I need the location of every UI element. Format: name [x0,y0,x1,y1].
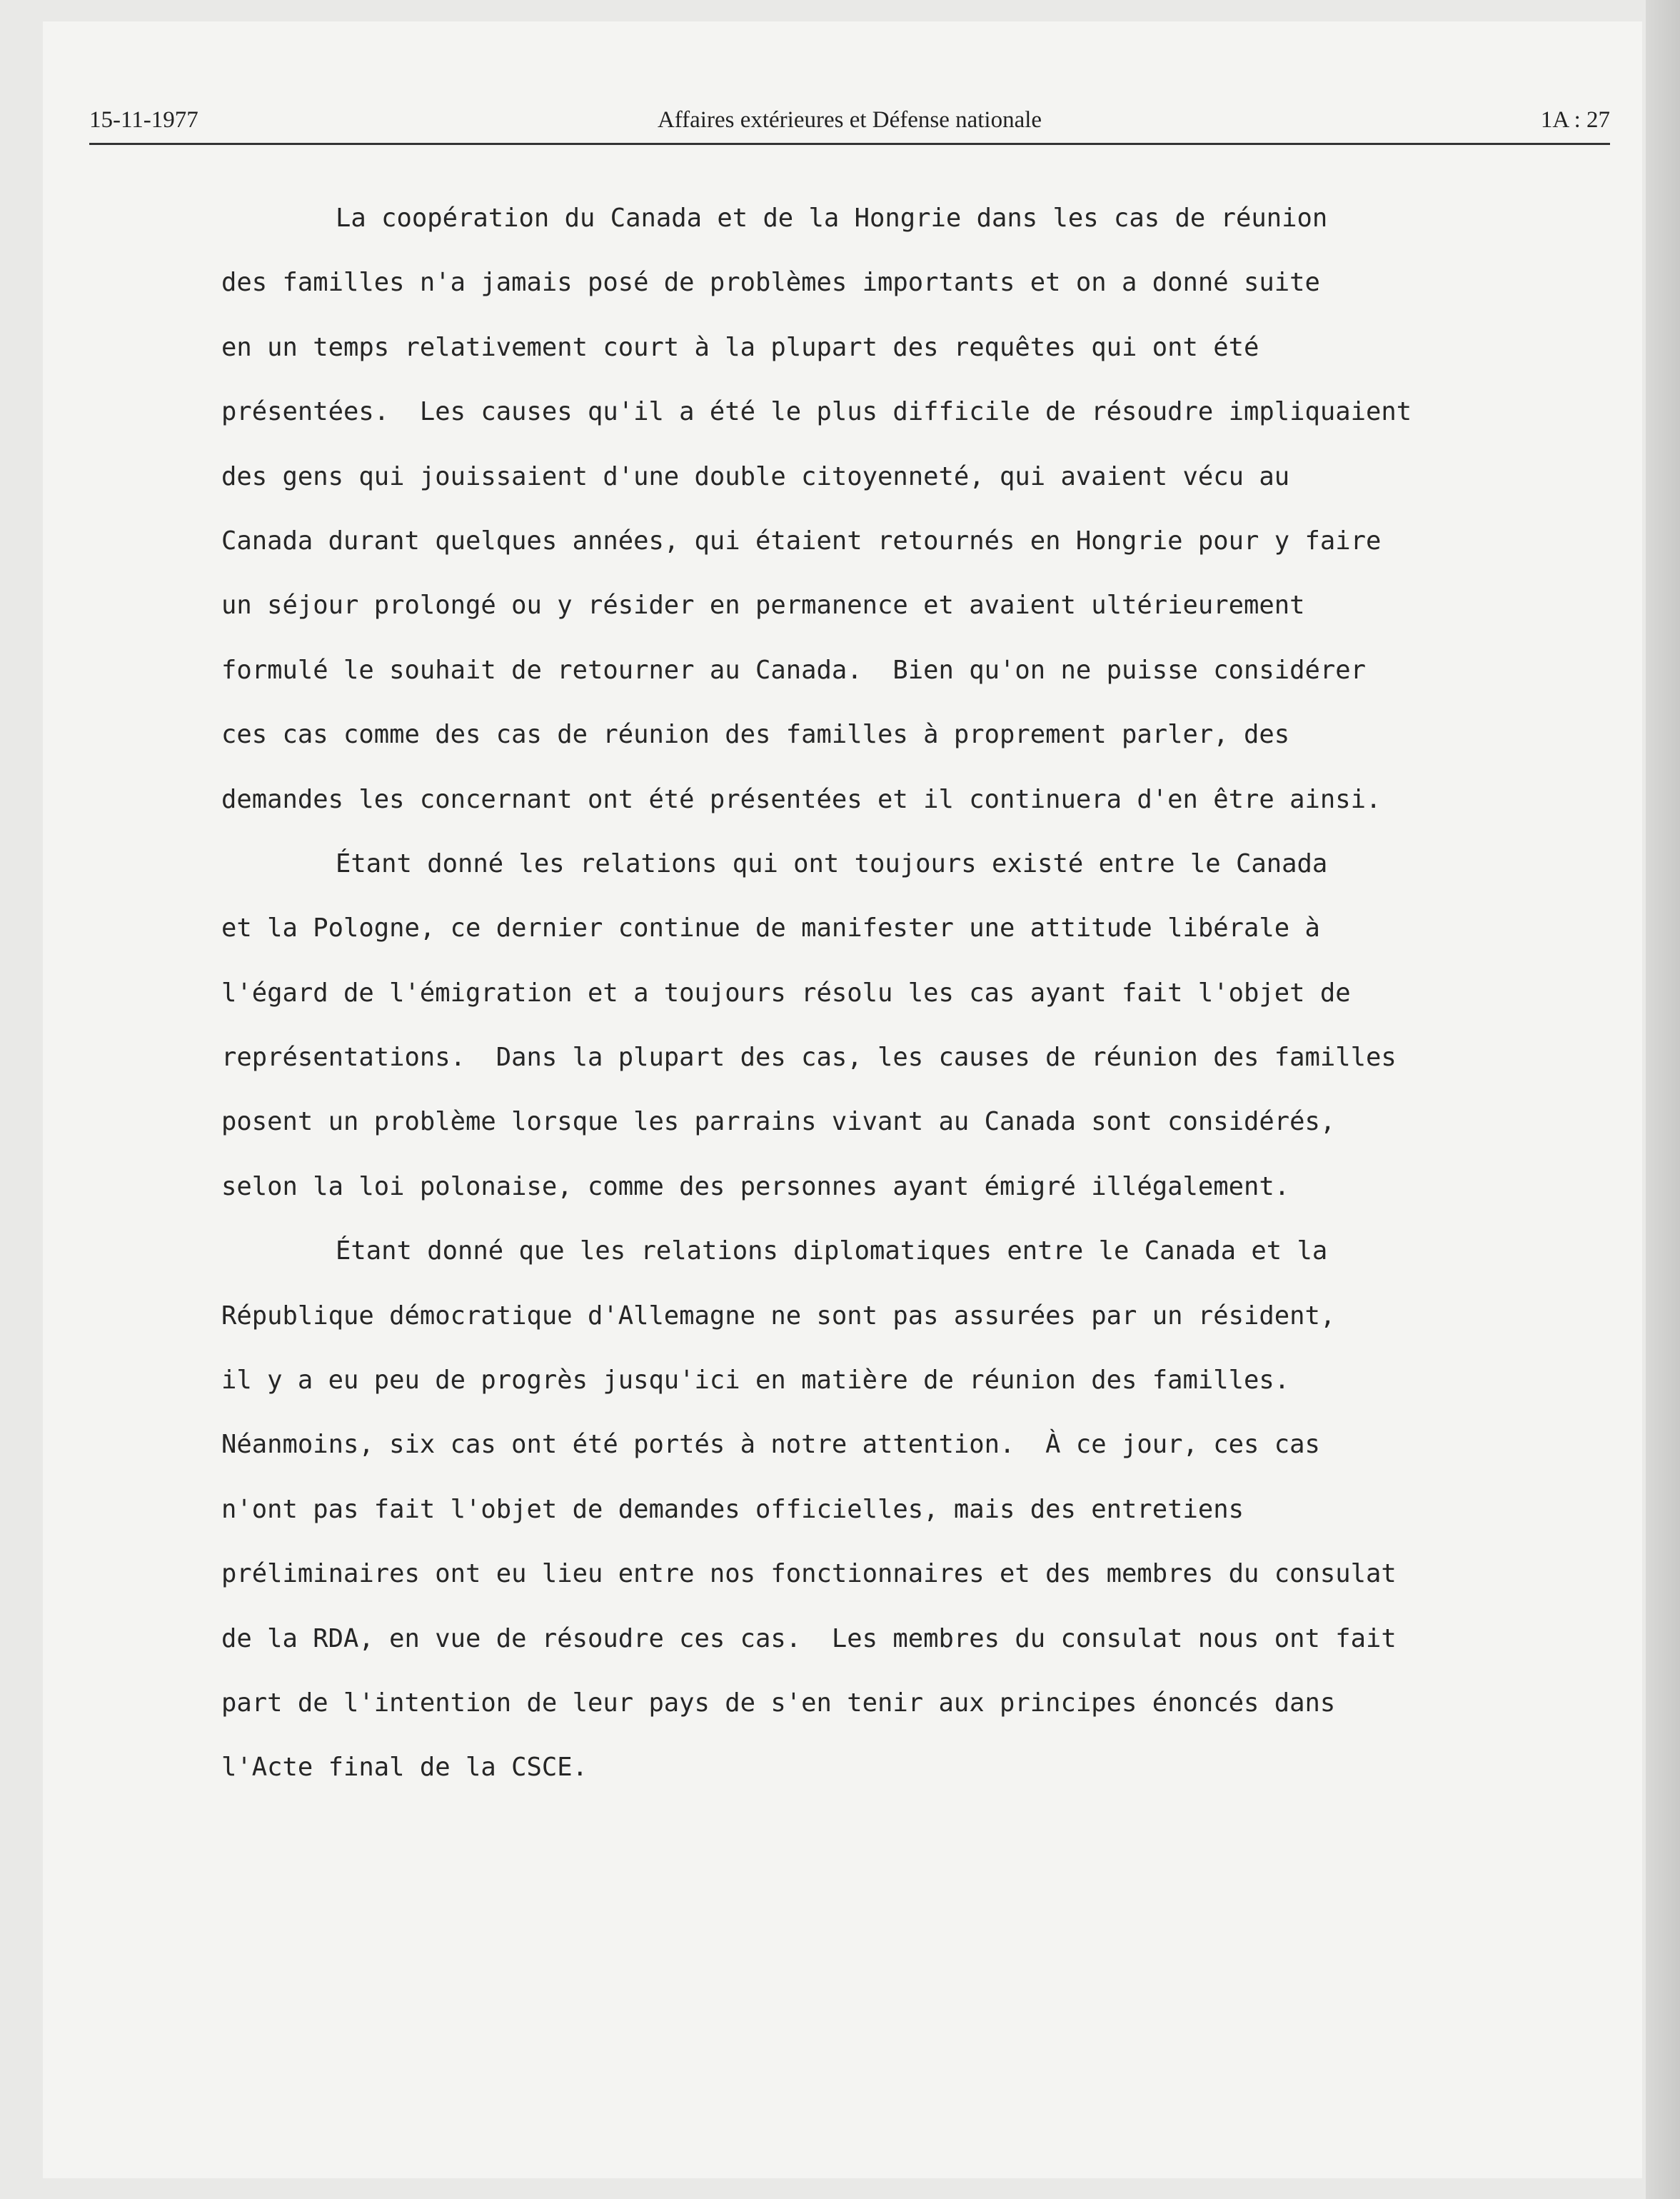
text-line: présentées. Les causes qu'il a été le plus difficile de résoudre impliquaient [221,397,1412,427]
text-line: l'égard de l'émigration et a toujours résolu les cas ayant fait l'objet de [221,978,1351,1008]
text-line: un séjour prolongé ou y résider en permanence et avaient ultérieurement [221,591,1305,621]
paragraph-gdr [221,1229,1507,1810]
paragraph-hungary [221,196,1507,842]
header-rule [89,143,1610,145]
text-line: préliminaires ont eu lieu entre nos fonctionnaires et des membres du consulat [221,1559,1397,1589]
text-line: n'ont pas fait l'objet de demandes officielles, mais des entretiens [221,1494,1244,1524]
page-header [89,107,1610,144]
text-line: l'Acte final de la CSCE. [221,1753,588,1783]
text-line: en un temps relativement court à la plupart des requêtes qui ont été [221,332,1259,362]
text-line: Néanmoins, six cas ont été portés à notre attention. À ce jour, ces cas [221,1430,1320,1460]
text-line: République démocratique d'Allemagne ne sont pas assurées par un résident, [221,1301,1336,1331]
text-line: ces cas comme des cas de réunion des familles à proprement parler, des [221,720,1290,750]
text-line: formulé le souhait de retourner au Canada. Bien qu'on ne puisse considérer [221,655,1366,685]
text-line: Étant donné les relations qui ont toujours existé entre le Canada [336,848,1328,878]
text-line: La coopération du Canada et de la Hongrie dans les cas de réunion [336,204,1328,233]
text-line: et la Pologne, ce dernier continue de manifester une attitude libérale à [221,913,1320,943]
text-line: Canada durant quelques années, qui étaient retournés en Hongrie pour y faire [221,526,1382,556]
paragraph-poland [221,842,1507,1229]
text-line: il y a eu peu de progrès jusqu'ici en matière de réunion des familles. [221,1366,1290,1396]
header-date: 15-11-1977 [89,107,198,133]
header-title: Affaires extérieures et Défense nationale [657,107,1042,133]
text-line: selon la loi polonaise, comme des personnes ayant émigré illégalement. [221,1171,1290,1201]
text-line: des gens qui jouissaient d'une double citoyenneté, qui avaient vécu au [221,461,1290,491]
document-body [221,196,1507,1810]
header-page-number: 1A : 27 [1540,107,1610,133]
text-line: des familles n'a jamais posé de problèmes importants et on a donné suite [221,268,1320,298]
text-line: part de l'intention de leur pays de s'en tenir aux principes énoncés dans [221,1688,1336,1718]
text-line: demandes les concernant ont été présentées et il continuera d'en être ainsi. [221,784,1382,814]
text-line: représentations. Dans la plupart des cas, les causes de réunion des familles [221,1043,1397,1073]
text-line: de la RDA, en vue de résoudre ces cas. Les membres du consulat nous ont fait [221,1623,1397,1653]
text-line: posent un problème lorsque les parrains vivant au Canada sont considérés, [221,1107,1336,1137]
scan-edge [1646,0,1680,2199]
text-line: Étant donné que les relations diplomatiques entre le Canada et la [336,1236,1328,1266]
